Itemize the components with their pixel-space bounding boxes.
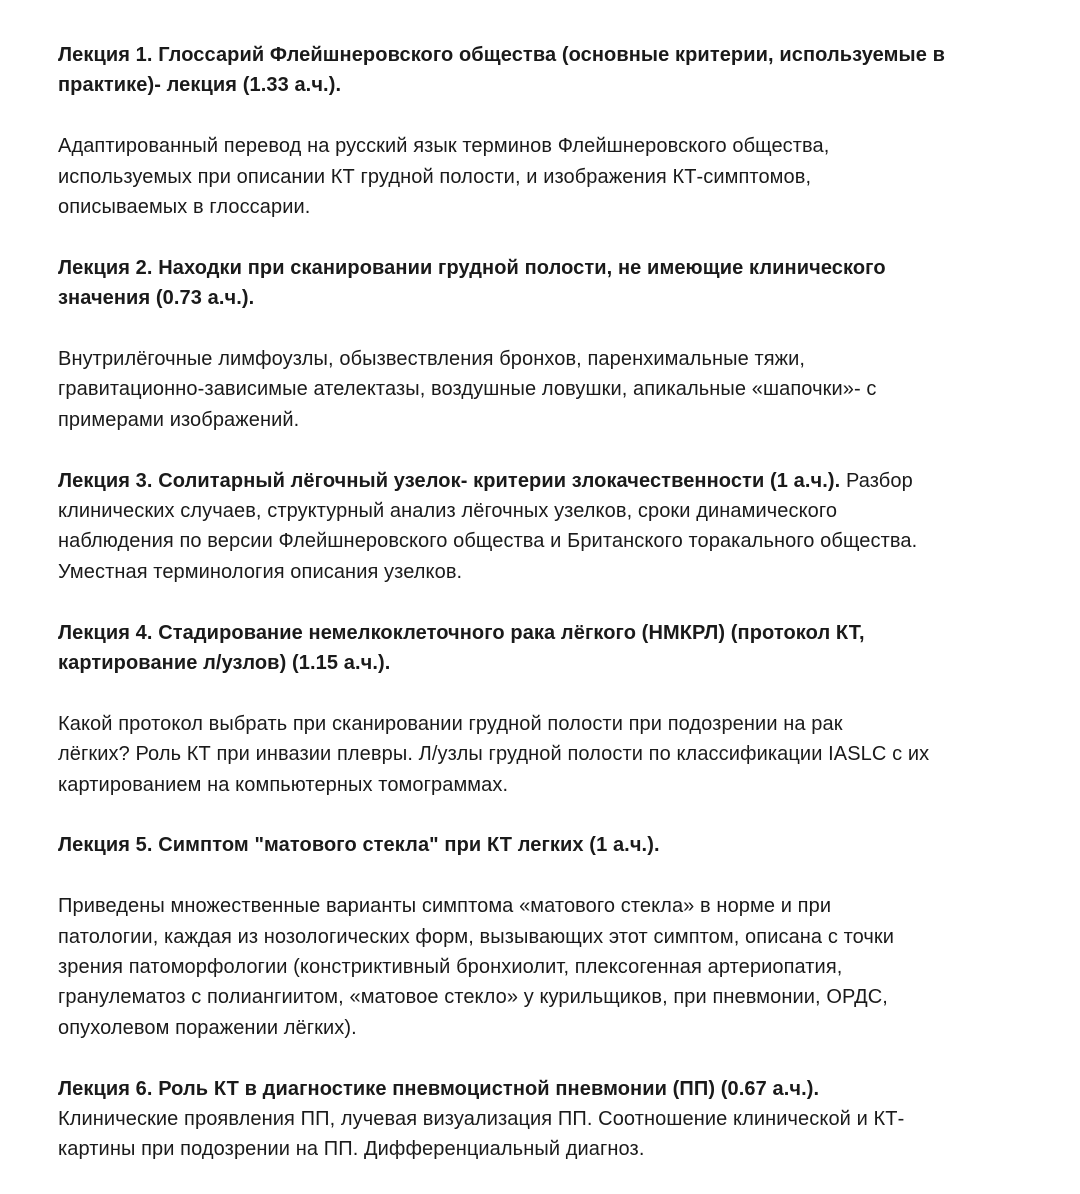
lecture-4-title: Лекция 4. Стадирование немелкоклеточного рака лёгкого (НМКРЛ) (протокол КТ, картирование л/узлов) (1.15 а.ч.). (58, 621, 865, 675)
spacer (58, 587, 1048, 617)
lecture-2-description: Внутрилёгочные лимфоузлы, обызвествления бронхов, паренхимальные тяжи, гравитационно-зависимые ателектазы, воздушные ловушки, апикальные «шапочки»- с примерами изображений. (58, 348, 877, 431)
spacer (58, 800, 1048, 830)
lecture-5-description: Приведены множественные варианты симптома «матового стекла» в норме и при патологии, каждая из нозологических форм, вызывающих этот симптом, описана с точки зрения патоморфологии (констриктивный бронхиолит, плексогенная артериопатия, гранулематоз с полиангиитом, «матовое стекло» у курильщиков, при пневмонии, ОРДС, опухолевом поражении лёгких). (58, 895, 895, 1039)
lecture-6-description: Клинические проявления ПП, лучевая визуализация ПП. Соотношение клинической и КТ- картины при подозрении на ПП. Дифференциальный диагноз. (58, 1108, 905, 1161)
lecture-3-paragraph (58, 466, 1048, 588)
lecture-1-description: Адаптированный перевод на русский язык терминов Флейшнеровского общества, используемых при описании КТ грудной полости, и изображения КТ-симптомов, описываемых в глоссарии. (58, 135, 830, 219)
lecture-2-title: Лекция 2. Находки при сканировании грудной полости, не имеющие клинического значения (0.73 а.ч.). (58, 256, 886, 310)
spacer (58, 314, 1048, 344)
spacer (58, 222, 1048, 252)
spacer (58, 861, 1048, 891)
lecture-3-description: Разбор клинических случаев, структурный анализ лёгочных узелков, сроки динамического наблюдения по версии Флейшнеровского общества и Британского торакального общества. Уместная терминология описания узелков. (58, 469, 918, 583)
lecture-5-title: Лекция 5. Симптом "матового стекла" при КТ легких (1 а.ч.). (58, 834, 660, 857)
spacer (58, 1043, 1048, 1073)
lecture-4-description: Какой протокол выбрать при сканировании грудной полости при подозрении на рак лёгких? Роль КТ при инвазии плевры. Л/узлы грудной полости по классификации IASLC с их картированием на компьютерных томограммах. (58, 712, 930, 796)
lecture-1-title: Лекция 1. Глоссарий Флейшнеровского общества (основные критерии, используемые в практике)- лекция (1.33 а.ч.). (58, 44, 945, 97)
spacer (58, 101, 1048, 131)
spacer (58, 678, 1048, 708)
lecture-document (58, 40, 1048, 1165)
lecture-3-title: Лекция 3. Солитарный лёгочный узелок- критерии злокачественности (1 а.ч.). (58, 469, 841, 492)
spacer (58, 435, 1048, 465)
lecture-6-title: Лекция 6. Роль КТ в диагностике пневмоцистной пневмонии (ПП) (0.67 а.ч.). (58, 1077, 820, 1100)
